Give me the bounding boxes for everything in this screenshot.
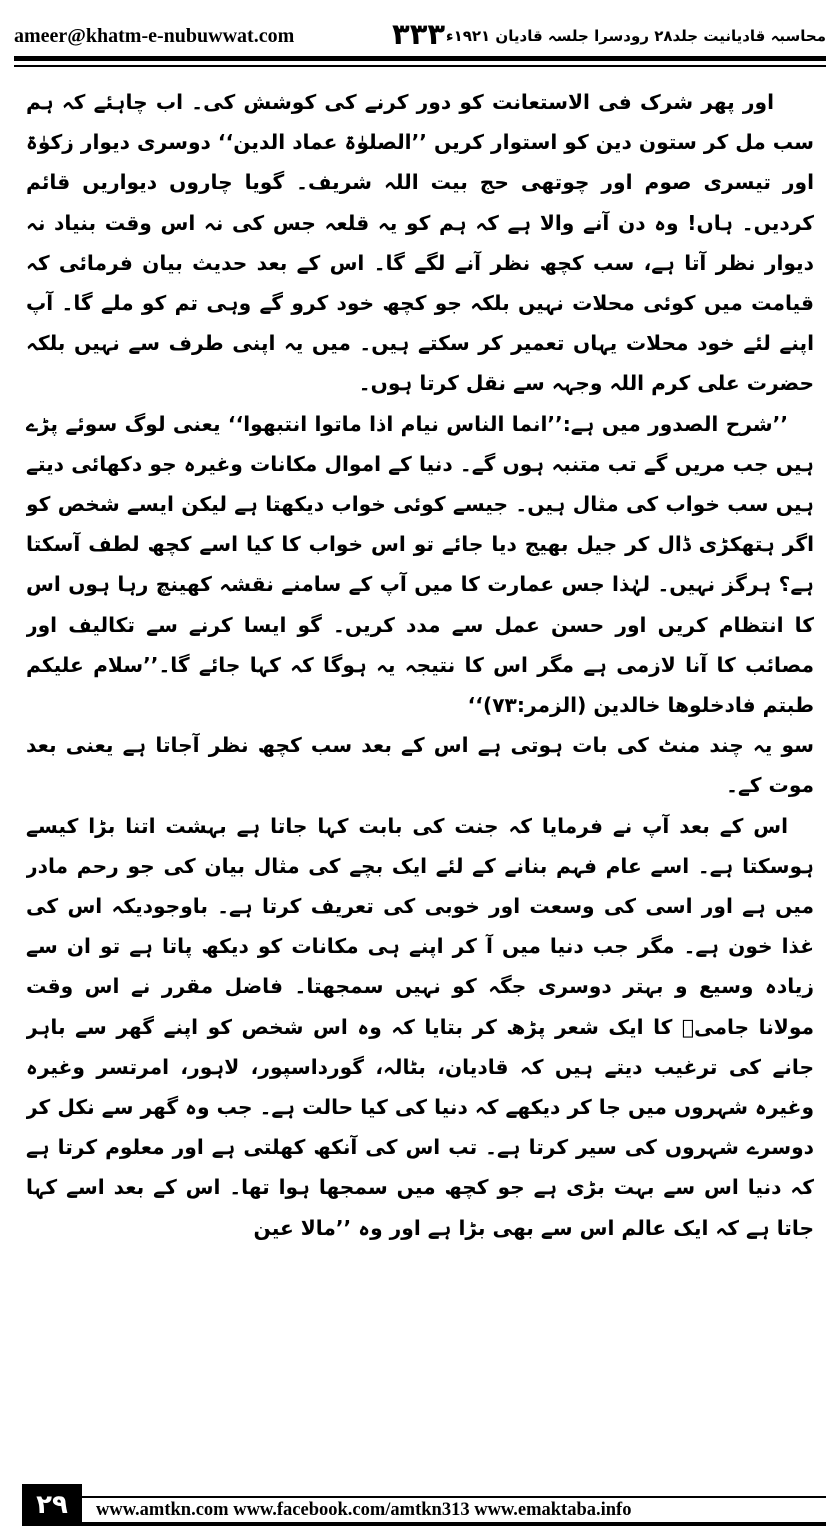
header-rule-thin xyxy=(14,65,826,67)
header-email: ameer@khatm-e-nubuwwat.com xyxy=(14,25,295,47)
paragraph-2: ’’شرح الصدور میں ہے:’’انما الناس نیام اذا ماتوا انتبھوا‘‘ یعنی لوگ سوئے پڑے ہیں جب مریں گے تب متنبہ ہوں گے۔ دنیا کے اموال مکانات وغیرہ جو دکھائی دیتے ہیں سب خواب کی مثال ہیں۔ جیسے کوئی خواب دیکھتا ہے لیکن ایسے شخص کو اگر ہتھکڑی ڈال کر جیل بھیج دیا جائے تو اس خواب کا کیا اسے کچھ لطف آسکتا ہے؟ ہرگز نہیں۔ لہٰذا جس عمارت کا میں آپ کے سامنے نقشہ کھینچ رہا ہوں اس کا انتظام کریں اور حسن عمل سے مدد کریں۔ گو ایسا کرنے سے تکالیف اور مصائب کا آنا لازمی ہے مگر اس کا نتیجہ یہ ہوگا کہ کہا جائے گا۔’’سلام علیکم طبتم فادخلوھا خالدین (الزمر:۷۳)‘‘ xyxy=(26,411,814,718)
footer-page-number: ۲۹ xyxy=(22,1484,82,1526)
footer-links: www.amtkn.com www.facebook.com/amtkn313 www.emaktaba.info xyxy=(96,1500,632,1520)
header-rule-thick xyxy=(14,56,826,61)
header-title: محاسبہ قادیانیت جلد۲۸ رودسرا جلسہ قادیان ۱۹۲۱ء xyxy=(445,27,826,45)
footer-rule-bottom xyxy=(82,1522,826,1526)
header-page-number: ۳۳۳ xyxy=(392,17,446,51)
paragraph-4: اس کے بعد آپ نے فرمایا کہ جنت کی بابت کہا جاتا ہے بہشت اتنا بڑا کیسے ہوسکتا ہے۔ اسے عام فہم بنانے کے لئے ایک بچے کی مثال بیان کی جو رحم مادر میں ہے اور اسی کی وسعت اور خوبی کی تعریف کرتا ہے۔ باوجودیکہ اس کی غذا خون ہے۔ مگر جب دنیا میں آ کر اپنے ہی مکانات کو دیکھ پاتا ہے تو ان سے زیادہ وسیع و بہتر دوسری جگہ کو نہیں سمجھتا۔ فاضل مقرر نے اس وقت مولانا جامیؒ کا ایک شعر پڑھ کر بتایا کہ وہ اس شخص کو اپنے گھر سے باہر جانے کی ترغیب دیتے ہیں کہ قادیان، بٹالہ، گورداسپور، لاہور، امرتسر وغیرہ وغیرہ شہروں میں جا کر دیکھے کہ دنیا کی کیا حالت ہے۔ جب وہ گھر سے نکل کر دوسرے شہروں کی سیر کرتا ہے۔ تب اس کی آنکھ کھلتی ہے اور معلوم کرتا ہے کہ دنیا اس سے بہت بڑی ہے جو کچھ میں سمجھا ہوا تھا۔ اس کے بعد اسے کہا جاتا ہے کہ ایک عالم اس سے بھی بڑا ہے اور وہ ’’مالا عین xyxy=(26,813,814,1240)
page-body xyxy=(26,82,814,1482)
paragraph-3: سو یہ چند منٹ کی بات ہوتی ہے اس کے بعد سب کچھ نظر آجاتا ہے یعنی بعد موت کے۔ xyxy=(26,733,814,798)
page-header xyxy=(14,17,826,51)
paragraph-1: اور پھر شرک فی الاستعانت کو دور کرنے کی کوشش کی۔ اب چاہئے کہ ہم سب مل کر ستون دین کو استوار کریں ’’الصلوٰۃ عماد الدین‘‘ دوسری دیوار زکوٰۃ اور تیسری صوم اور چوتھی حج بیت اللہ شریف۔ گویا چاروں دیواریں قائم کردیں۔ ہاں! وہ دن آنے والا ہے کہ ہم کو یہ قلعہ جس کی نہ اس وقت بنیاد نہ دیوار نظر آتا ہے، سب کچھ نظر آنے لگے گا۔ اس کے بعد حدیث بیان فرمائی کہ قیامت میں کوئی محلات نہیں بلکہ جو کچھ خود کرو گے وہی تم کو ملے گا۔ آپ اپنے لئے خود محلات یہاں تعمیر کر سکتے ہیں۔ میں یہ اپنی طرف سے نہیں بلکہ حضرت علی کرم اللہ وجہہ سے نقل کرتا ہوں۔ xyxy=(26,90,814,396)
